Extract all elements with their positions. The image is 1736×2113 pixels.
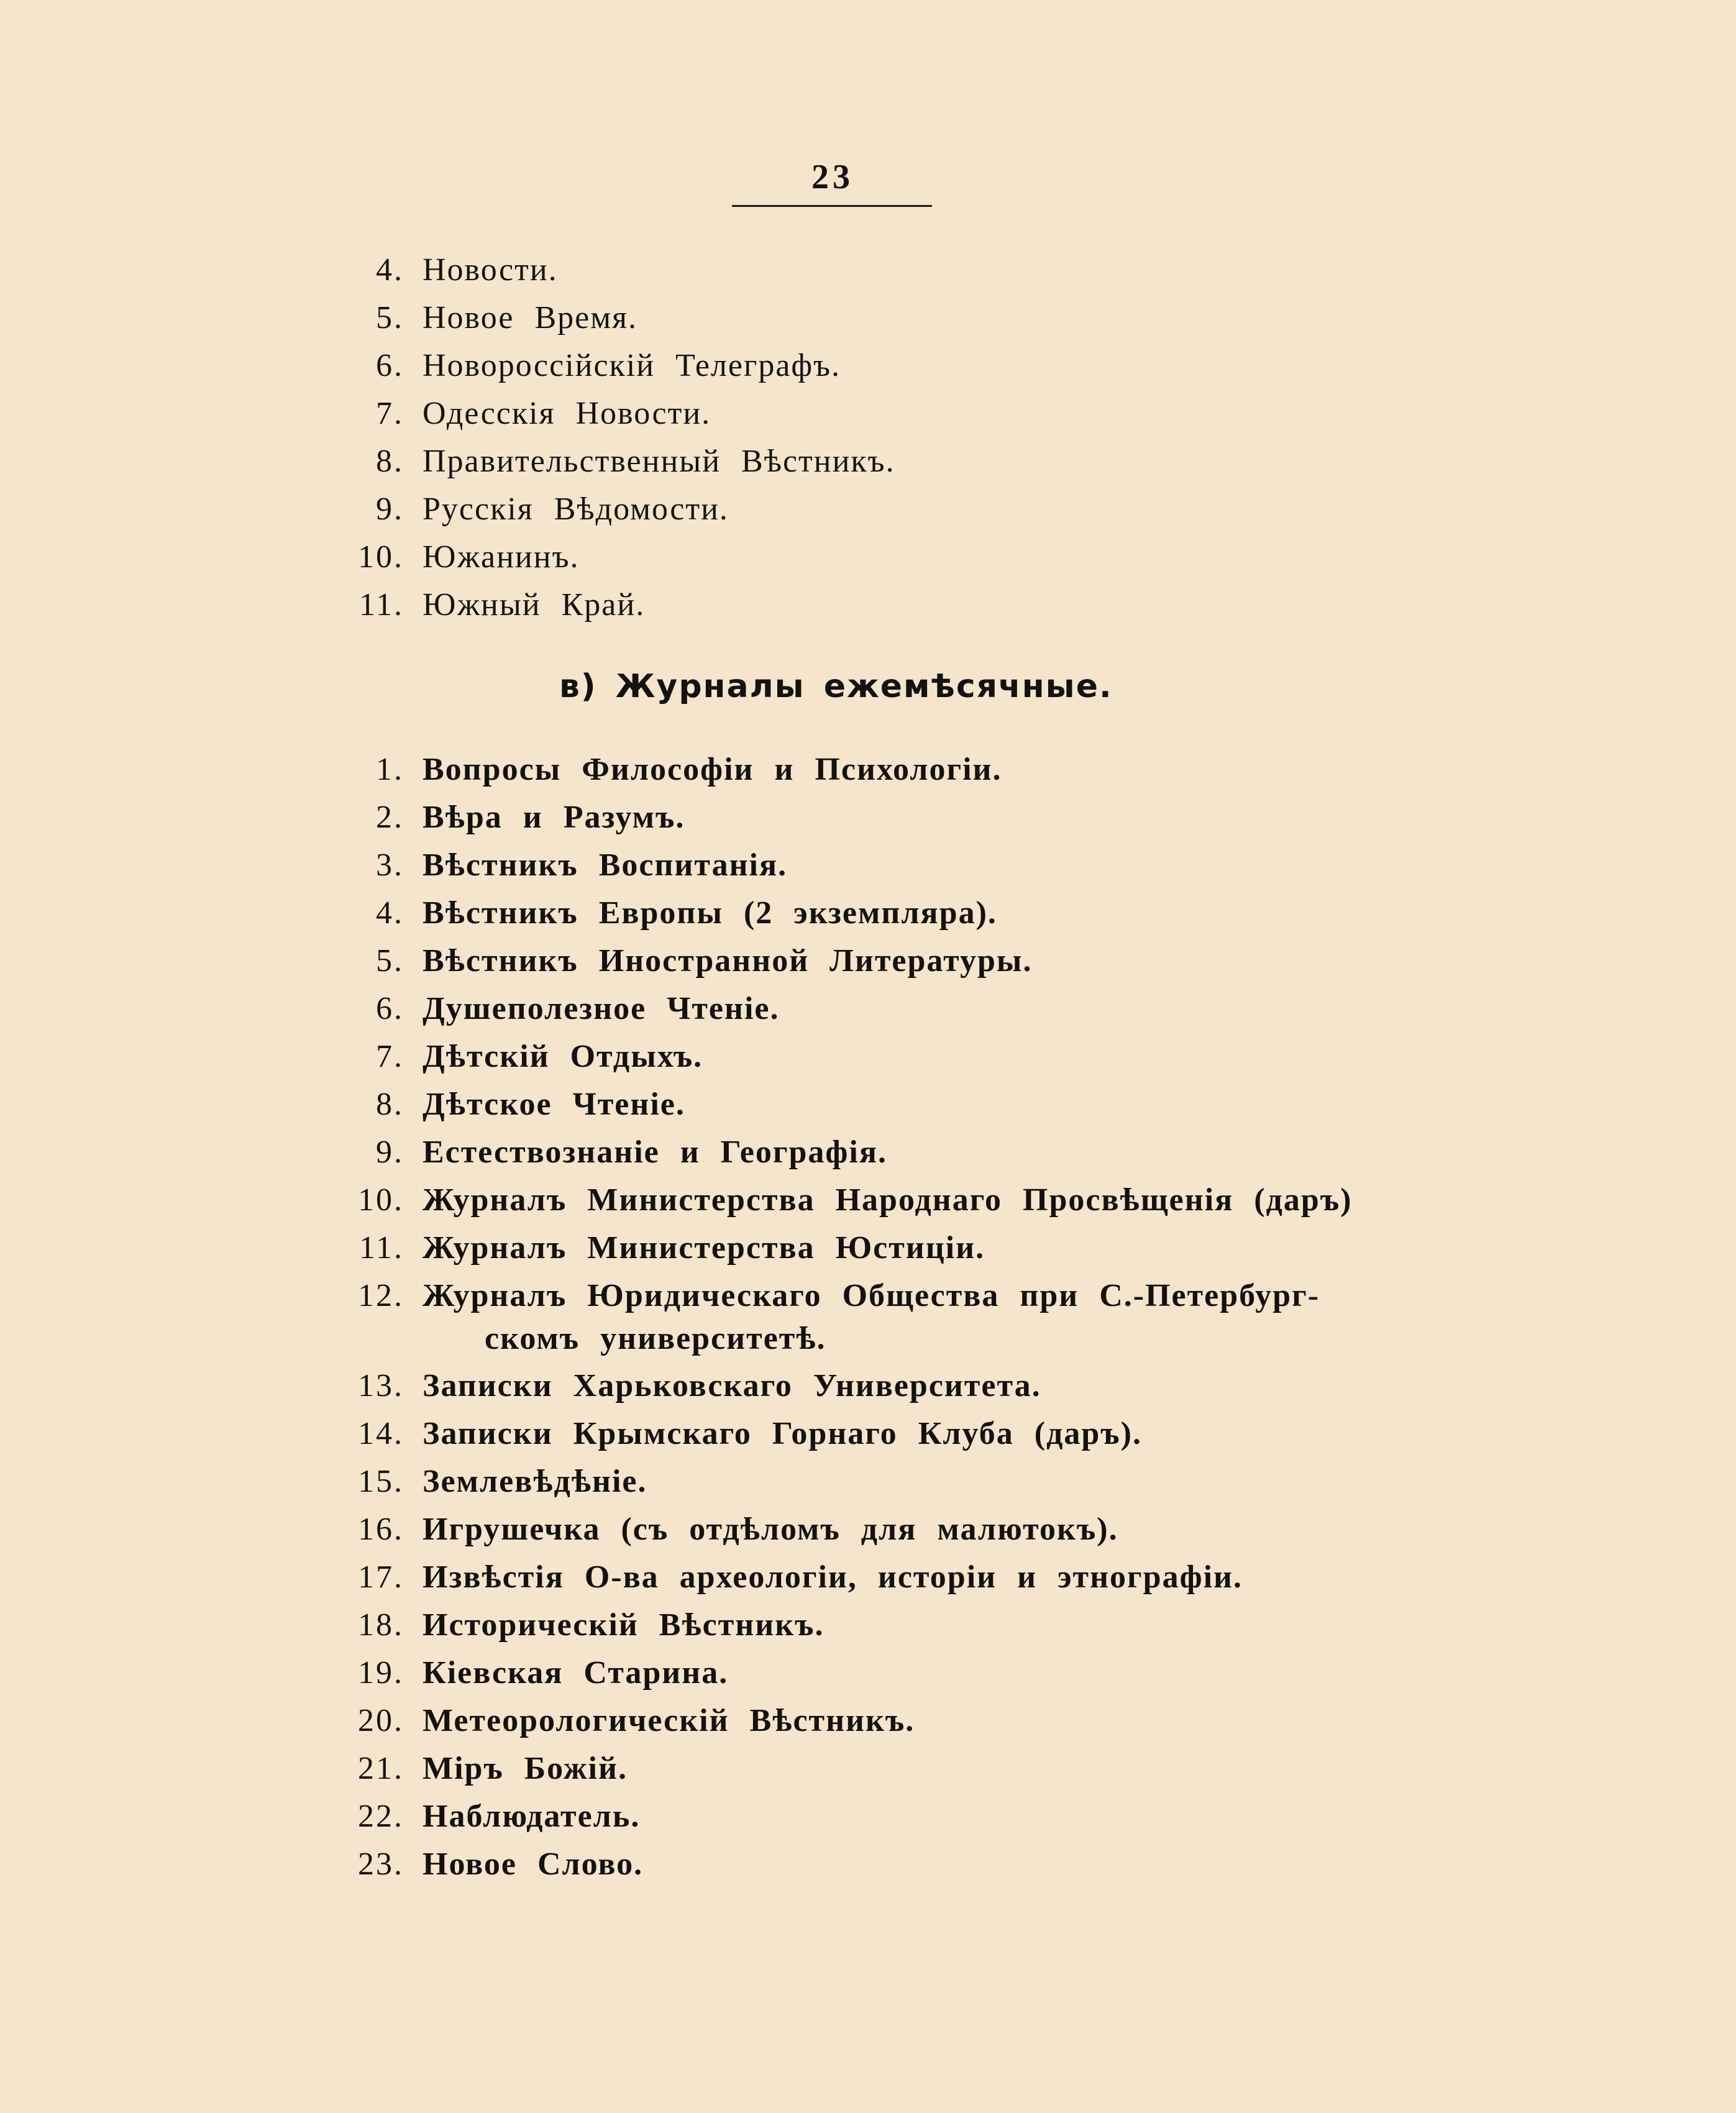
item-number: 2. [376, 800, 404, 835]
item-number: 22. [358, 1799, 404, 1834]
item-title: Дѣтское Чтеніе. [423, 1087, 685, 1122]
item-title [423, 1272, 1320, 1358]
item-number: 10. [358, 1182, 404, 1218]
item-title: Записки Крымскаго Горнаго Клуба (даръ). [423, 1416, 1142, 1451]
item-title: Вопросы Философіи и Психологіи. [423, 752, 1002, 787]
list-item [323, 1033, 1504, 1080]
item-title: Журналъ Министерства Народнаго Просвѣщенія (даръ) [423, 1182, 1353, 1218]
list-item [323, 985, 1504, 1033]
item-title-line: Журналъ Юридическаго Общества при С.-Петербург- [423, 1278, 1320, 1313]
list-item [323, 1176, 1504, 1224]
item-number: 14. [358, 1416, 404, 1451]
item-title: Игрушечка (съ отдѣломъ для малютокъ). [423, 1512, 1118, 1547]
list-item [323, 889, 1504, 937]
list-item [323, 1697, 1504, 1745]
item-title: Естествознаніе и Географія. [423, 1134, 887, 1170]
item-title: Вѣстникъ Европы (2 экземпляра). [423, 895, 997, 931]
list-item [323, 746, 1504, 793]
list-item [323, 1745, 1504, 1792]
list-item [323, 437, 1504, 485]
item-number: 3. [376, 847, 404, 883]
section-heading: в) Журналы ежемѣсячные. [559, 668, 1113, 705]
item-title: Новороссійскій Телеграфъ. [423, 348, 841, 383]
list-item [323, 937, 1504, 985]
item-number: 10. [358, 539, 404, 575]
list-item [323, 1080, 1504, 1128]
item-number: 7. [376, 396, 404, 431]
list-item [323, 342, 1504, 390]
item-number: 15. [358, 1464, 404, 1499]
list-item [323, 1505, 1504, 1553]
item-number: 5. [376, 943, 404, 979]
item-number: 7. [376, 1039, 404, 1074]
item-title: Записки Харьковскаго Университета. [423, 1368, 1041, 1403]
list-item [323, 841, 1504, 889]
list-item [323, 1553, 1504, 1601]
list-item [323, 1362, 1504, 1410]
list-item [323, 793, 1504, 841]
list-item [323, 581, 1504, 629]
list-item [323, 1224, 1504, 1272]
list-item [323, 1410, 1504, 1458]
item-title: Метеорологическій Вѣстникъ. [423, 1703, 915, 1738]
item-number: 20. [358, 1703, 404, 1738]
item-title: Правительственный Вѣстникъ. [423, 444, 895, 479]
item-title: Душеполезное Чтеніе. [423, 991, 780, 1026]
item-title-continuation: скомъ университетѣ. [485, 1321, 826, 1356]
item-number: 18. [358, 1607, 404, 1643]
item-title: Вѣстникъ Воспитанія. [423, 847, 788, 883]
list-item [323, 1840, 1504, 1888]
item-number: 9. [376, 491, 404, 527]
item-number: 4. [376, 252, 404, 288]
list-item [323, 1272, 1504, 1362]
list-item [323, 1601, 1504, 1649]
page-number-rule [732, 205, 932, 207]
item-number: 23. [358, 1846, 404, 1882]
item-number: 11. [359, 587, 404, 623]
list-item [323, 1792, 1504, 1840]
item-number: 1. [376, 752, 404, 787]
item-title: Наблюдатель. [423, 1799, 641, 1834]
list-item [323, 294, 1504, 342]
newspaper-list [323, 246, 1504, 629]
item-number: 13. [358, 1368, 404, 1403]
item-title: Вѣстникъ Иностранной Литературы. [423, 943, 1033, 979]
item-title: Южанинъ. [423, 539, 580, 575]
item-title: Новости. [423, 252, 558, 288]
list-item [323, 485, 1504, 533]
item-number: 19. [358, 1655, 404, 1691]
item-title: Извѣстія О-ва археологіи, исторіи и этнографіи. [423, 1559, 1243, 1595]
item-title: Новое Слово. [423, 1846, 644, 1882]
list-item [323, 390, 1504, 437]
item-number: 8. [376, 444, 404, 479]
page-number: 23 [811, 158, 854, 196]
item-title: Міръ Божій. [423, 1751, 628, 1786]
item-number: 17. [358, 1559, 404, 1595]
item-title: Журналъ Министерства Юстиціи. [423, 1230, 985, 1266]
list-item [323, 1128, 1504, 1176]
item-number: 21. [358, 1751, 404, 1786]
item-title: Одесскія Новости. [423, 396, 711, 431]
item-title: Землевѣдѣніе. [423, 1464, 647, 1499]
item-number: 6. [376, 348, 404, 383]
list-item [323, 1458, 1504, 1505]
item-number: 9. [376, 1134, 404, 1170]
item-title: Дѣтскій Отдыхъ. [423, 1039, 703, 1074]
item-number: 16. [358, 1512, 404, 1547]
item-number: 5. [376, 300, 404, 335]
item-number: 6. [376, 991, 404, 1026]
journal-list [323, 746, 1504, 1888]
item-number: 4. [376, 895, 404, 931]
item-title: Южный Край. [423, 587, 646, 623]
list-item [323, 1649, 1504, 1697]
item-title: Русскія Вѣдомости. [423, 491, 729, 527]
item-title: Кіевская Старина. [423, 1655, 729, 1691]
list-item [323, 533, 1504, 581]
item-number: 12. [358, 1278, 404, 1313]
item-title: Историческій Вѣстникъ. [423, 1607, 825, 1643]
item-number: 8. [376, 1087, 404, 1122]
item-title: Вѣра и Разумъ. [423, 800, 685, 835]
item-number: 11. [359, 1230, 404, 1266]
item-title: Новое Время. [423, 300, 638, 335]
list-item [323, 246, 1504, 294]
